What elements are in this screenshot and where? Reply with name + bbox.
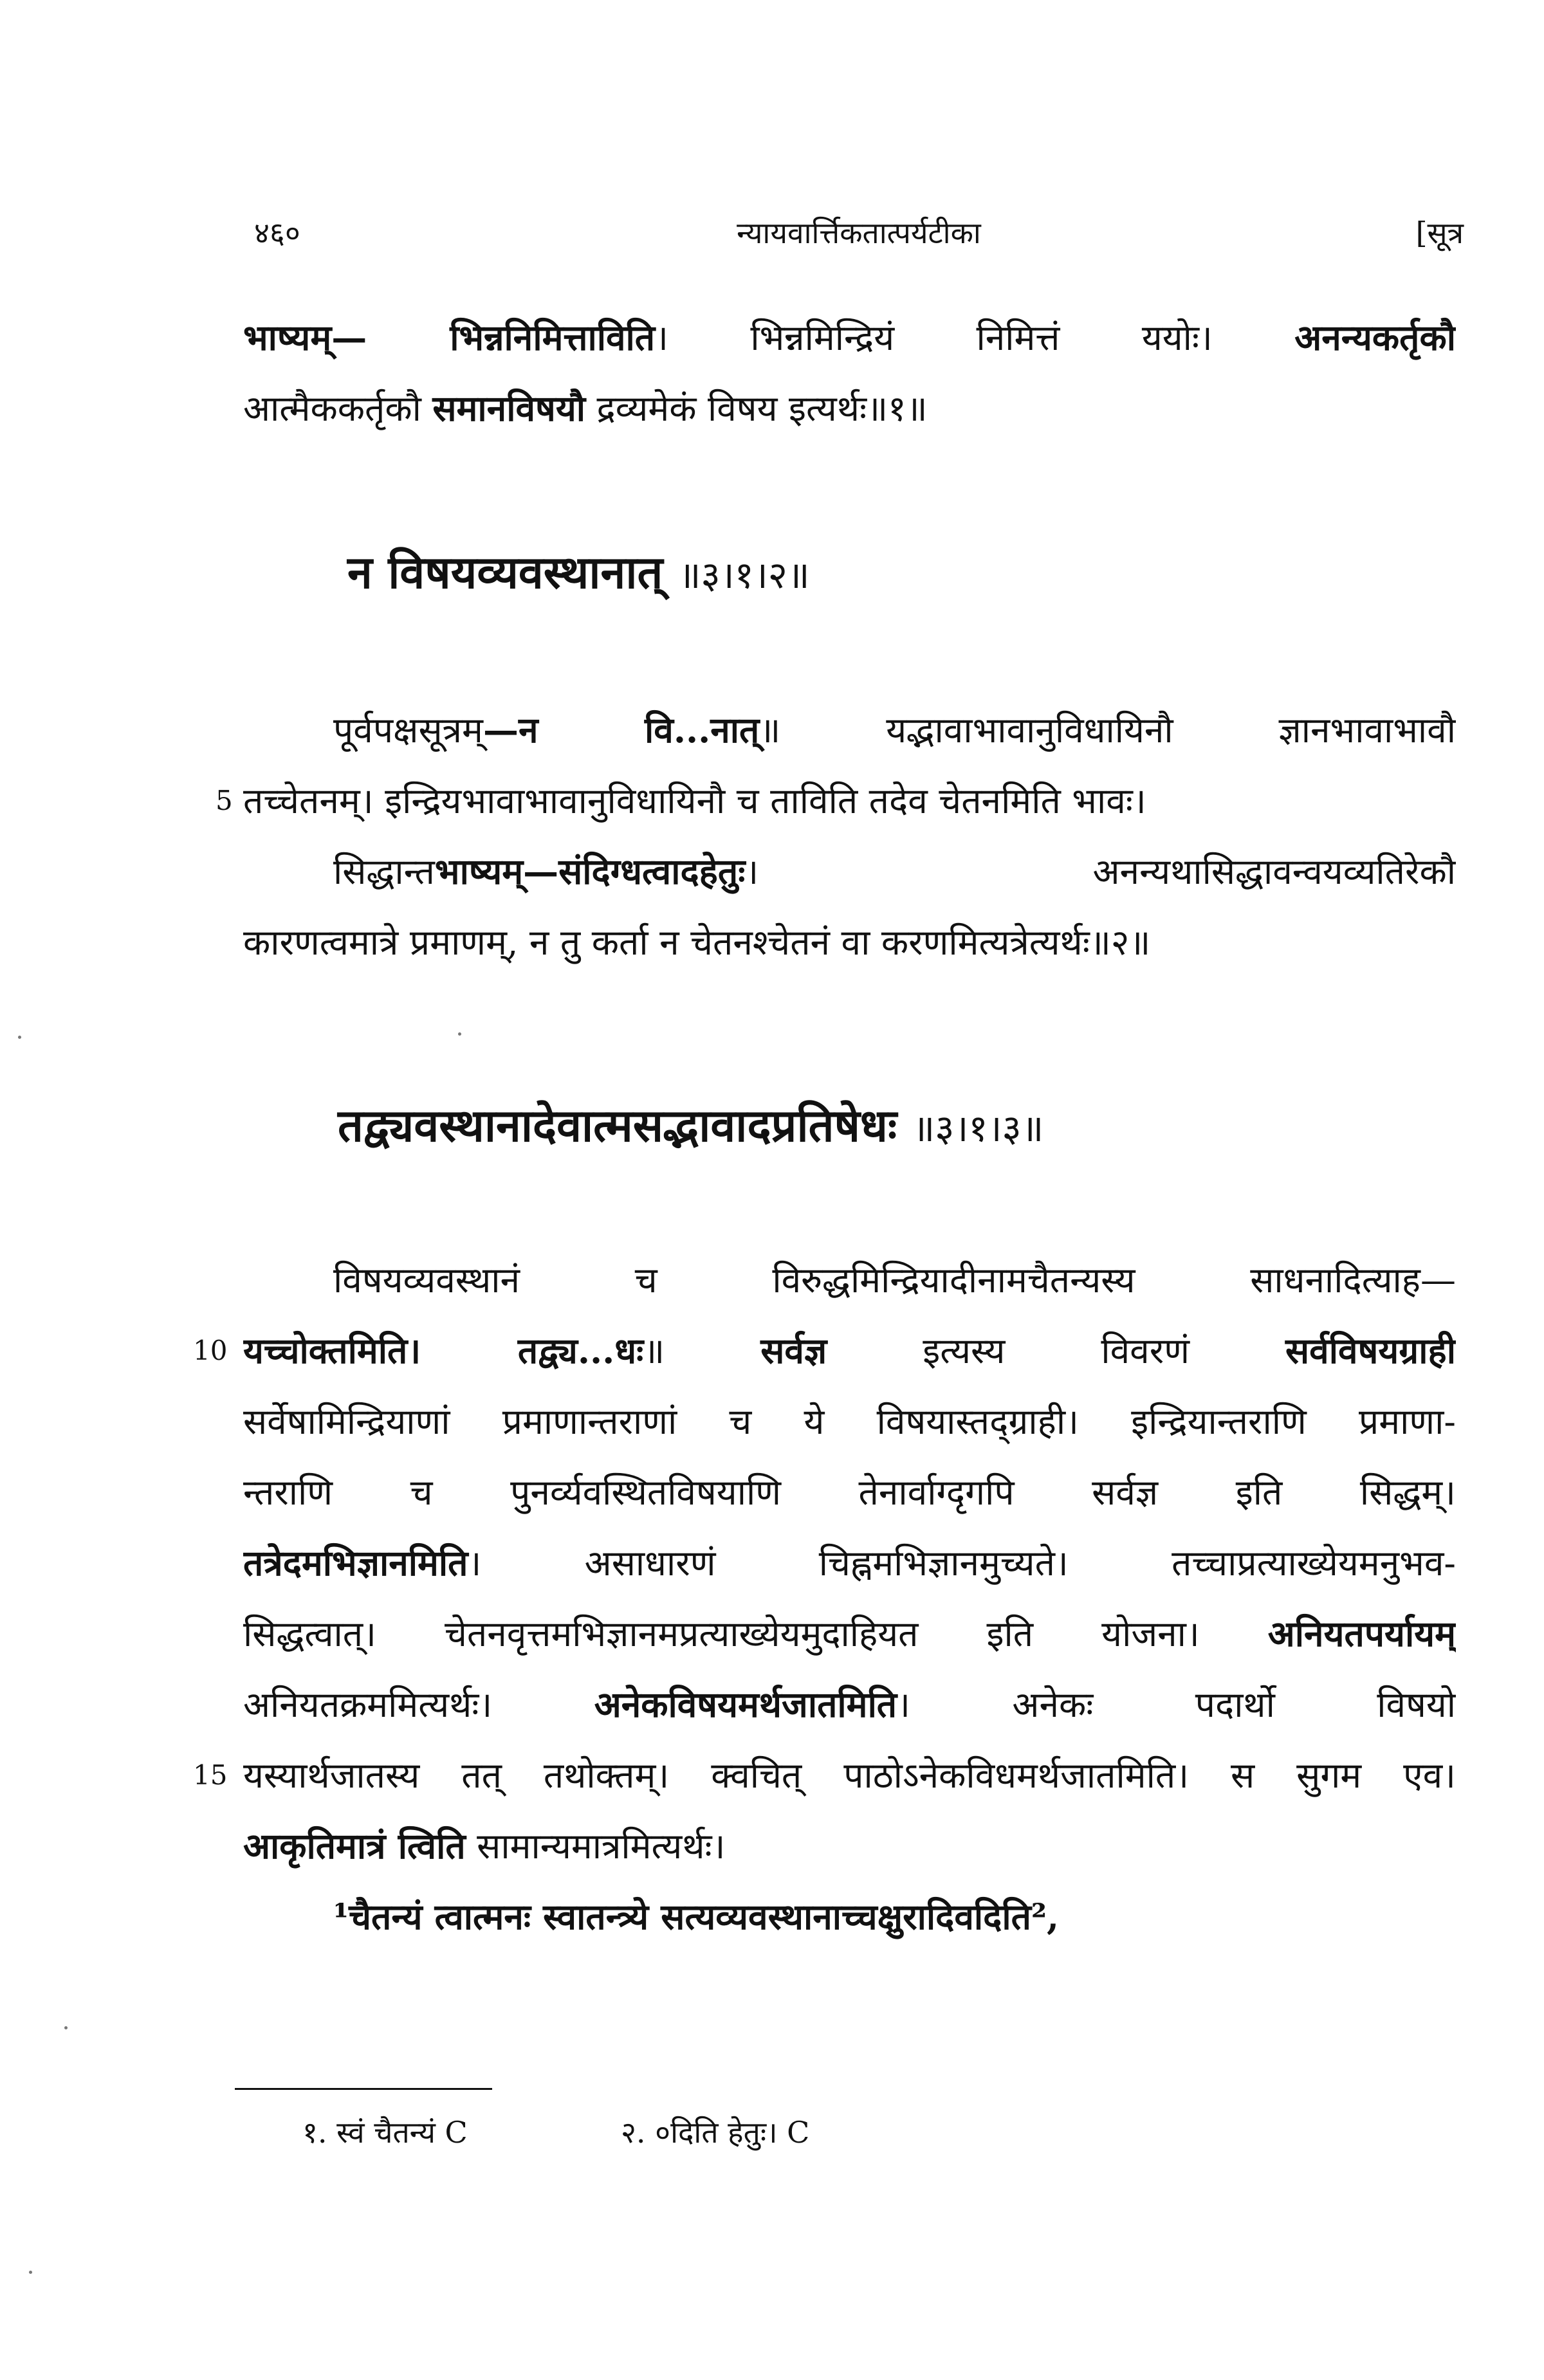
text-segment: तच्चेतनम्। इन्द्रियभावाभावानुविधायिनौ च ताविति तदेव चेतनमिति भावः। [243, 780, 1146, 821]
text-line [243, 907, 1456, 978]
bold-lemma: आकृतिमात्रं त्विति [243, 1825, 466, 1867]
text-line [243, 302, 1456, 373]
sutra-3-1-2 [347, 534, 810, 614]
scan-speck [18, 1036, 21, 1039]
text-segment: अनियतक्रममित्यर्थः। [243, 1684, 594, 1725]
section-marker: [सूत्र [1415, 215, 1464, 250]
bold-lemma: —न वि...नात् [482, 709, 760, 751]
bold-lemma: भाष्यम्— भिन्ननिमित्ताविति [243, 316, 656, 358]
scan-speck [458, 1032, 461, 1036]
text-segment: न्तराणि च पुनर्व्यवस्थितविषयाणि तेनार्वाग्दृगपि सर्वज्ञ इति सिद्धम्। [243, 1472, 1456, 1513]
text-segment: । अनेकः पदार्थो विषयो [897, 1684, 1456, 1725]
footnote-rule [235, 2088, 492, 2090]
text-line [243, 1669, 1456, 1740]
text-line [333, 1245, 1456, 1315]
bold-lemma: समानविषयौ [432, 387, 585, 429]
bold-lemma: सर्वज्ञ [760, 1330, 827, 1371]
sutra-number: ॥३।१।३॥ [912, 1106, 1044, 1150]
text-segment: कारणत्वमात्रे प्रमाणम्, न तु कर्ता न चेतनश्चेतनं वा करणमित्यत्रेत्यर्थः॥२॥ [243, 922, 1151, 963]
sutra-text: तद्व्यवस्थानादेवात्मसद्भावादप्रतिषेधः [338, 1099, 897, 1152]
bold-lemma: तत्रेदमभिज्ञानमिति [243, 1542, 468, 1584]
sutra-number: ॥३।१।२॥ [678, 553, 810, 597]
bold-lemma: यच्चोक्तमिति। तद्व्य...धः [243, 1330, 644, 1371]
text-line [333, 836, 1456, 907]
text-segment: ॥ [643, 1330, 761, 1371]
bold-lemma: अनन्यकर्तृकौ [1294, 316, 1456, 358]
text-line [333, 695, 1456, 765]
bold-lemma: सर्वविषयग्राही [1285, 1330, 1456, 1371]
text-line [243, 1457, 1456, 1528]
text-segment: आत्मैककर्तृकौ [243, 388, 433, 429]
text-line [243, 1740, 1456, 1811]
scan-speck [29, 2271, 32, 2274]
bold-lemma: अनियतपर्यायम् [1267, 1613, 1456, 1654]
text-line [333, 1881, 1456, 1952]
bold-lemma: अनेकविषयमर्थजातमिति [594, 1683, 897, 1725]
text-segment: सिद्धान्त [333, 851, 435, 892]
footnote-1: १. स्वं चैतन्यं C [302, 2115, 468, 2150]
text-line [243, 765, 1456, 836]
text-segment: ॥ यद्भावाभावानुविधायिनौ ज्ञानभावाभावौ [759, 709, 1456, 751]
scan-speck [64, 2026, 68, 2029]
page-number: ४६० [254, 215, 300, 250]
text-segment: द्रव्यमेकं विषय इत्यर्थः॥१॥ [585, 388, 928, 429]
line-number-15: 15 [193, 1759, 228, 1791]
text-line [243, 1528, 1456, 1598]
bold-lemma: भाष्यम्—संदिग्धत्वादहेतुः [434, 850, 746, 892]
text-line [243, 1386, 1456, 1457]
text-segment: सर्वेषामिन्द्रियाणां प्रमाणान्तराणां च ये विषयास्तद्ग्राही। इन्द्रियान्तराणि प्रमाणा- [243, 1401, 1456, 1442]
text-line [243, 1811, 1456, 1881]
text-segment: सिद्धत्वात्। चेतनवृत्तमभिज्ञानमप्रत्याख्येयमुदाहियत इति योजना। [243, 1613, 1268, 1654]
text-segment: । भिन्नमिन्द्रियं निमित्तं ययोः। [655, 317, 1295, 358]
running-title: न्यायवार्त्तिकतात्पर्यटीका [737, 215, 981, 250]
text-segment: विषयव्यवस्थानं च विरुद्धमिन्द्रियादीनामचैतन्यस्य साधनादित्याह— [333, 1259, 1456, 1301]
footnote-2: २. ०दिति हेतुः। C [621, 2115, 810, 2150]
bold-lemma: ¹चैतन्यं त्वात्मनः स्वातन्त्र्ये सत्यव्यवस्थानाच्चक्षुरादिवदिति², [333, 1896, 1060, 1937]
text-segment: यस्यार्थजातस्य तत् तथोक्तम्। क्वचित् पाठोऽनेकविधमर्थजातमिति। स सुगम एव। [243, 1755, 1456, 1796]
sutra-3-1-3 [338, 1087, 1043, 1167]
text-line [243, 1598, 1456, 1669]
text-segment: इत्यस्य विवरणं [827, 1330, 1285, 1371]
text-segment: सामान्यमात्रमित्यर्थः। [465, 1826, 726, 1867]
line-number-10: 10 [193, 1335, 228, 1366]
running-header [254, 212, 1464, 264]
text-segment: । असाधारणं चिह्नमभिज्ञानमुच्यते। तच्चाप्रत्याख्येयमनुभव- [468, 1542, 1456, 1584]
text-segment: । अनन्यथासिद्धावन्वयव्यतिरेकौ [745, 851, 1456, 892]
sutra-text: न विषयव्यवस्थानात् [347, 545, 663, 599]
line-number-5: 5 [216, 785, 233, 816]
text-line [243, 373, 1456, 444]
text-segment: पूर्वपक्षसूत्रम् [333, 709, 483, 751]
text-line [243, 1315, 1456, 1386]
